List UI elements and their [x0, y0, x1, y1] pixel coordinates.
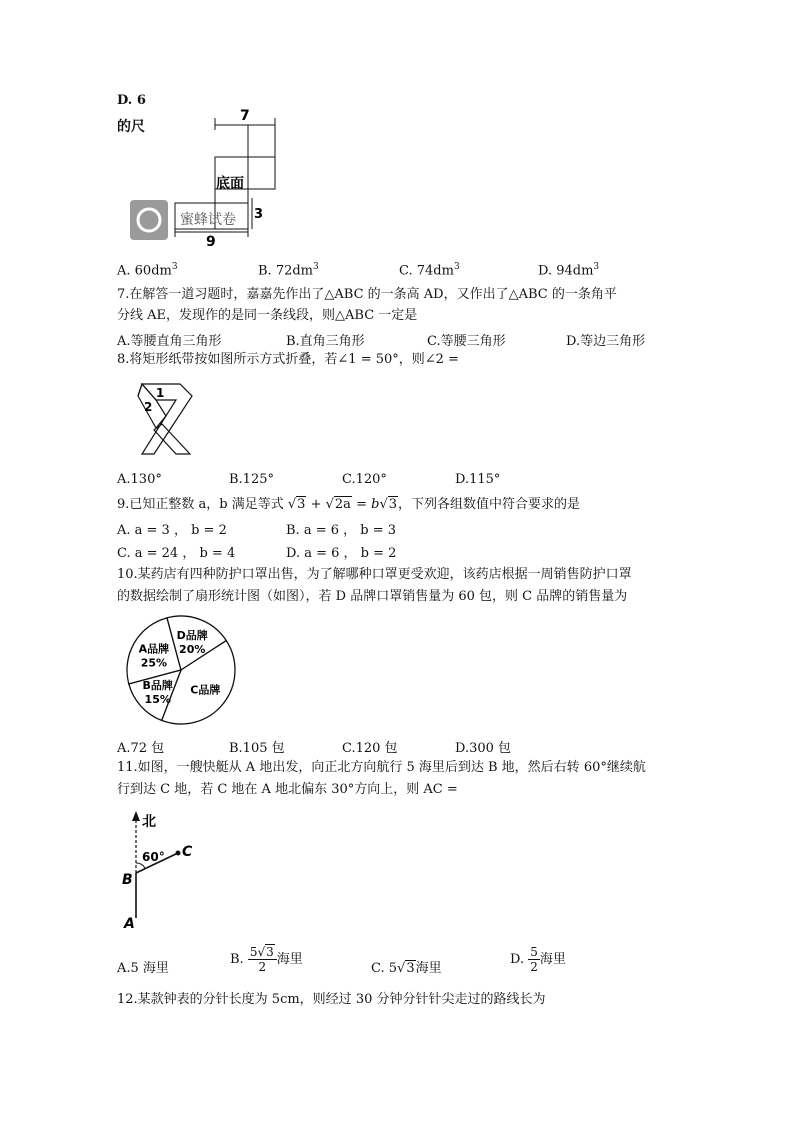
q11-option-c: C. 5√3海里 [371, 961, 442, 976]
pie-percent-2: 20% [179, 642, 206, 656]
pie-label-1: A品牌 [138, 642, 170, 656]
q10-option-d: D.300 包 [455, 741, 512, 756]
pie-label-2: D品牌 [176, 628, 208, 642]
q8-option-b: B.125° [229, 472, 274, 487]
q8-option-a: A.130° [117, 472, 162, 487]
q10-line1: 10.某药店有四种防护口罩出售，为了解哪种口罩更受欢迎，该药店根据一周销售防护口罩 [117, 567, 632, 582]
q9-option-b: B. a = 6 ， b = 3 [286, 523, 397, 538]
q6-option-c: C. $74dm^3$ [399, 262, 460, 279]
fragment-option-d: D. 6 [117, 93, 146, 108]
q6-option-d: D. $94dm^3$ [538, 262, 600, 279]
q11-option-d: D. $\frac{5}{2}$ 海里 [510, 945, 566, 974]
q6-label-3: 3 [254, 207, 264, 222]
q6-net-figure [120, 100, 300, 255]
q11-angle-label: 60° [142, 850, 165, 864]
q8-angle-1-label: 1 [156, 386, 165, 400]
q8-option-c: C.120° [342, 472, 387, 487]
q7-line1: 7.在解答一道习题时，嘉嘉先作出了△ABC 的一条高 AD，又作出了△ABC 的一条角平 [117, 287, 617, 302]
q10-option-c: C.120 包 [342, 741, 398, 756]
watermark-logo [130, 200, 168, 240]
q7-option-b: B.直角三角形 [286, 334, 365, 349]
q9-option-a: A. a = 3 ， b = 2 [117, 523, 227, 538]
q11-north-arrow [132, 811, 140, 821]
q10-line2: 的数据绘制了扇形统计图（如图），若 D 品牌口罩销售量为 60 包，则 C 品牌的销售量为 [117, 589, 628, 604]
q7-option-d: D.等边三角形 [566, 334, 646, 349]
q8-angle-2-label: 2 [144, 400, 153, 414]
q11-point-b: B [122, 872, 133, 888]
q11-option-b: B. $\frac{5√3}{2}$ 海里 [230, 945, 303, 974]
q11-point-a: A [124, 916, 135, 932]
q11-point-c: C [182, 844, 193, 860]
q11-line1: 11.如图，一艘快艇从 A 地出发，向正北方向航行 5 海里后到达 B 地，然后右转 60°继续航 [117, 760, 646, 775]
q7-line2: 分线 AE，发现作的是同一条线段，则△ABC 一定是 [117, 308, 418, 323]
q6-option-a: A. $60dm^3$ [117, 262, 178, 279]
q11-line2: 行到达 C 地，若 C 地在 A 地北偏东 30°方向上，则 AC = [117, 782, 458, 797]
q8-text: 8.将矩形纸带按如图所示方式折叠，若∠1 = 50°，则∠2 = [117, 352, 459, 367]
q11-navigation-figure [118, 808, 208, 933]
pie-label-4: B品牌 [142, 678, 173, 692]
q11-option-a: A.5 海里 [117, 961, 169, 976]
pie-label-3: C品牌 [190, 683, 221, 697]
fragment-text: 的尺 [117, 119, 145, 135]
q6-bottom-label: 底面 [216, 176, 244, 192]
q10-option-a: A.72 包 [117, 741, 165, 756]
q6-face-top [248, 125, 275, 157]
q8-folded-strip-figure [132, 380, 197, 460]
q6-face-2 [248, 157, 275, 189]
q9-text: 9.已知正整数 a，b 满足等式 √3 + √2a = b√3，下列各组数值中符合要求的是 [117, 497, 581, 512]
q6-label-9: 9 [206, 234, 216, 250]
q8-option-d: D.115° [455, 472, 501, 487]
q11-north-label: 北 [142, 814, 156, 830]
q10-pie-chart [125, 612, 240, 732]
q6-option-b: B. $72dm^3$ [258, 262, 319, 279]
pie-percent-1: 25% [140, 656, 168, 670]
q7-option-c: C.等腰三角形 [427, 334, 506, 349]
q12-text: 12.某款钟表的分针长度为 5cm，则经过 30 分钟分针针尖走过的路线长为 [117, 992, 546, 1007]
pie-percent-4: 15% [144, 692, 171, 706]
q9-option-c: C. a = 24 ， b = 4 [117, 546, 236, 561]
watermark-text: 蜜蜂试卷 [180, 212, 236, 228]
q10-option-b: B.105 包 [229, 741, 285, 756]
q7-option-a: A.等腰直角三角形 [117, 334, 222, 349]
q6-label-7: 7 [240, 108, 250, 124]
q9-option-d: D. a = 6 ， b = 2 [286, 546, 397, 561]
